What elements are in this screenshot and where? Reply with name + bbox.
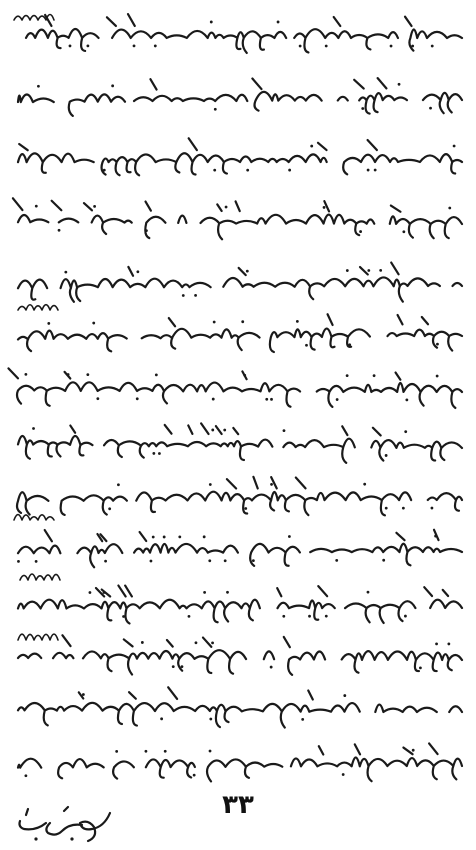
handwritten-signature (12, 805, 122, 845)
page-number: ۳۳ (222, 790, 254, 820)
